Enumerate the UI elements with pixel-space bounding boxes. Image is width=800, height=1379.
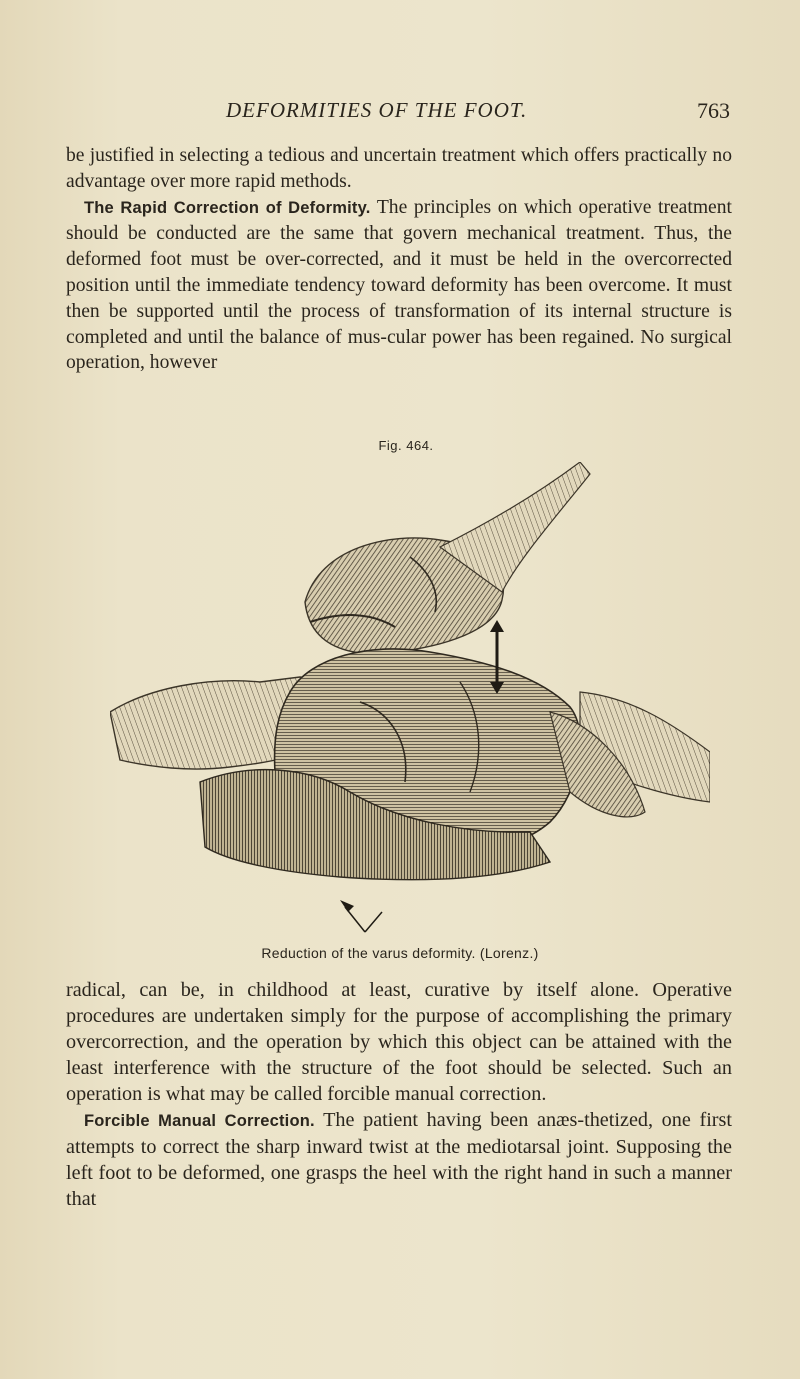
text-block-bottom	[66, 977, 732, 1212]
running-head	[110, 98, 730, 128]
engraving-hands-foot-illustration	[110, 462, 710, 942]
paragraph-text: The patient having been anæs-thetized, one first attempts to correct the sharp inward twist at the mediotarsal joint. Supposing the left foot to be deformed, one grasps the heel with the right hand in such a manner that	[66, 1109, 732, 1210]
paragraph	[66, 143, 732, 195]
section-heading: The Rapid Correction of Deformity.	[84, 198, 371, 217]
paragraph	[66, 977, 732, 1107]
page-number: 763	[697, 98, 730, 123]
running-title: DEFORMITIES OF THE FOOT.	[226, 98, 528, 122]
figure-caption: Reduction of the varus deformity. (Lorenz.)	[261, 945, 539, 961]
paragraph-text: radical, can be, in childhood at least, curative by itself alone. Operative procedures are undertaken simply for the purpose of accomplishing the primary overcorrection, and the operation by which this object can be attained with the least interference with the structure of the foot should be selected. Such an operation is what may be called forcible manual correction.	[66, 979, 732, 1105]
paragraph	[66, 195, 732, 377]
figure-illustration	[110, 462, 710, 942]
figure-label: Fig. 464.	[378, 438, 434, 453]
section-heading: Forcible Manual Correction.	[84, 1112, 315, 1130]
text-block-top	[66, 143, 732, 376]
paragraph-text: The principles on which operative treatment should be conducted are the same that govern mechanical treatment. Thus, the deformed foot must be over-corrected, and it must be held in the overcorrected position until the immediate tendency toward deformity has been overcome. It must then be supported until the process of transformation of its internal structure is completed and until the balance of mus-cular power has been regained. No surgical operation, however	[66, 196, 732, 374]
paragraph	[66, 1107, 732, 1212]
paragraph-text: be justified in selecting a tedious and uncertain treatment which offers practically no advantage over more rapid methods.	[66, 145, 732, 192]
